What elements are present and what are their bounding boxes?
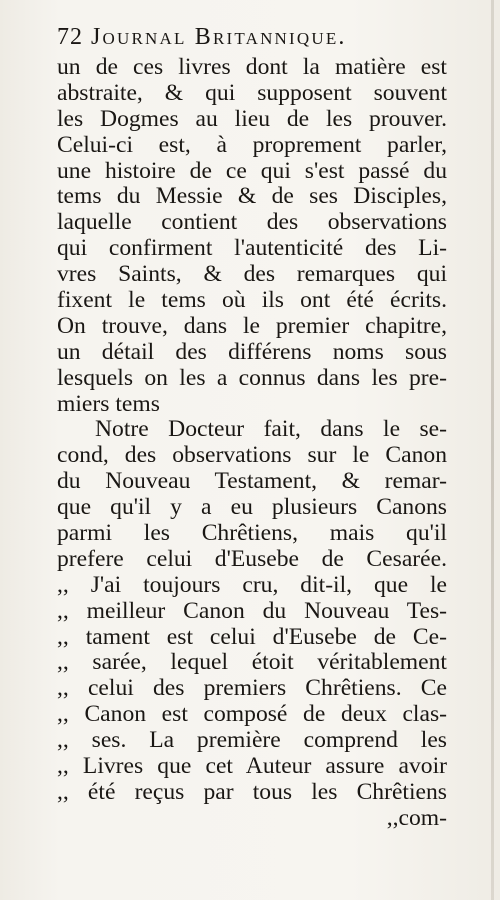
- running-header: [57, 24, 447, 51]
- text-line: un de ces livres dont la matière est: [57, 54, 447, 80]
- text-line: un détail des différens noms sous: [57, 338, 447, 365]
- text-line: les Dogmes au lieu de les prouver.: [57, 105, 447, 132]
- body-text: [57, 55, 447, 832]
- quoted-line: ,, été reçus par tous les Chrêtiens: [57, 778, 447, 805]
- quoted-line: ,, celui des premiers Chrêtiens. Ce: [57, 675, 447, 702]
- text-line: On trouve, dans le premier chapitre,: [57, 312, 447, 339]
- text-line: fixent le tems où ils ont été écrits.: [57, 287, 447, 314]
- quoted-line: ,, sarée, lequel étoit véritablement: [57, 649, 447, 676]
- running-title: Journal Britannique.: [91, 24, 347, 50]
- text-line: miers tems: [57, 390, 160, 417]
- text-line: lesquels on les a connus dans les pre-: [57, 364, 447, 391]
- text-line: une histoire de ce qui s'est passé du: [57, 157, 447, 184]
- quoted-line: ,, J'ai toujours cru, dit-il, que le: [57, 571, 447, 598]
- text-line: cond, des observations sur le Canon: [57, 442, 447, 469]
- quoted-line: ,, Livres que cet Auteur assure avoir: [57, 753, 447, 780]
- text-line: prefere celui d'Eusebe de Cesarée.: [57, 545, 447, 572]
- text-line: qui confirment l'autenticité des Li-: [57, 235, 447, 262]
- text-line: Celui-ci est, à proprement parler,: [57, 131, 447, 158]
- quoted-line: ,, tament est celui d'Eusebe de Ce-: [57, 623, 447, 650]
- text-line: vres Saints, & des remarques qui: [57, 261, 447, 288]
- text-line: parmi les Chrêtiens, mais qu'il: [57, 520, 447, 547]
- text-line: abstraite, & qui supposent souvent: [57, 79, 447, 106]
- quoted-line: ,, meilleur Canon du Nouveau Tes-: [57, 597, 447, 624]
- text-line: que qu'il y a eu plusieurs Canons: [57, 494, 447, 521]
- catchword: ,,com-: [386, 804, 447, 831]
- text-line: du Nouveau Testament, & remar-: [57, 468, 447, 495]
- page-number: 72: [57, 24, 83, 50]
- quoted-line: ,, Canon est composé de deux clas-: [57, 701, 447, 728]
- text-line: laquelle contient des observations: [57, 209, 447, 236]
- page-gutter-shadow: [491, 0, 494, 900]
- text-line: tems du Messie & de ses Disciples,: [57, 183, 447, 210]
- paragraph-start-line: Notre Docteur fait, dans le se-: [95, 416, 447, 443]
- quoted-line: ,, ses. La première comprend les: [57, 727, 447, 754]
